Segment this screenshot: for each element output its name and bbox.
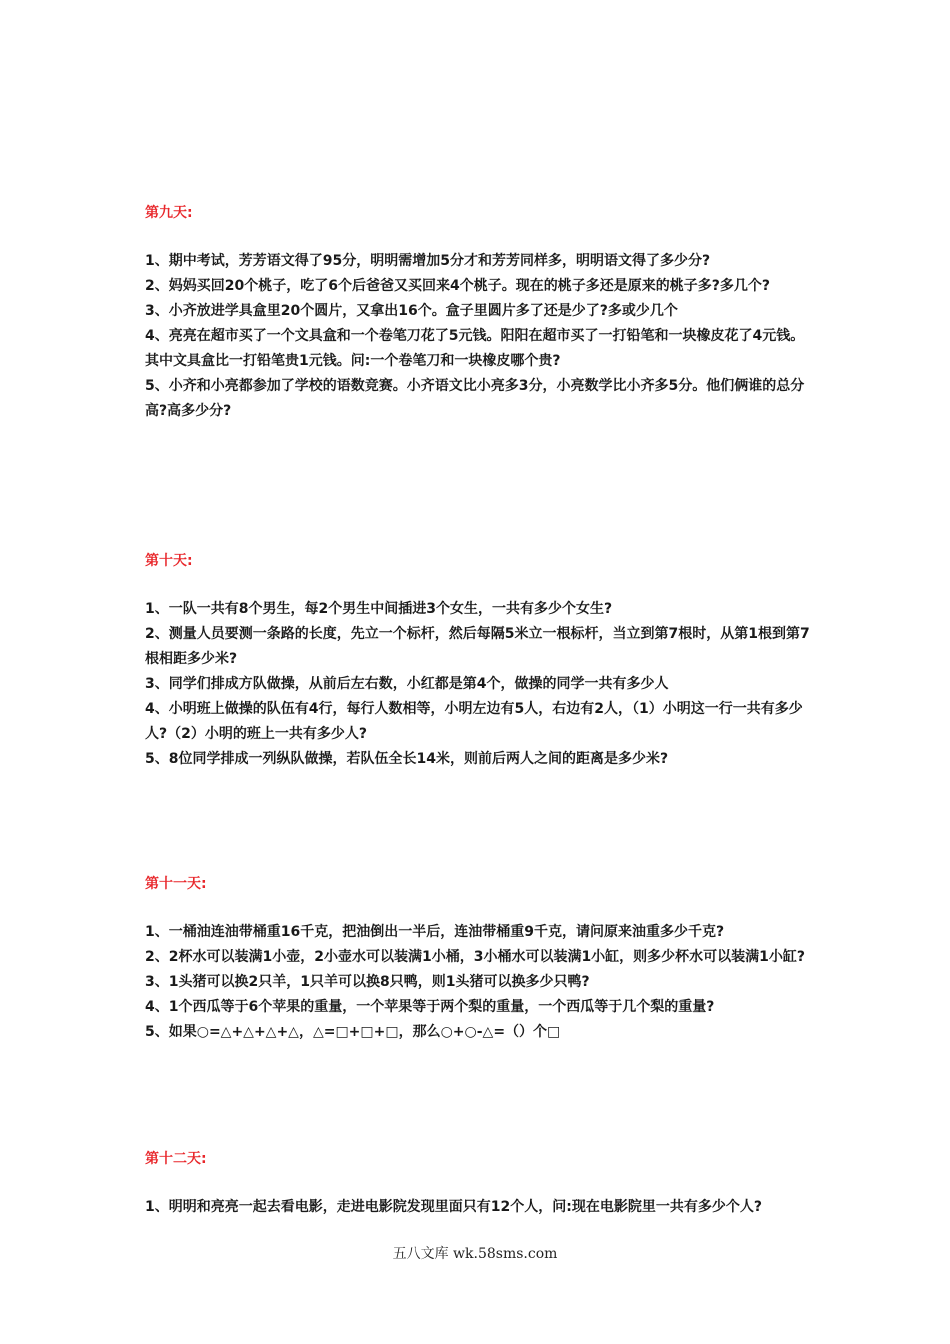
section-title: 第九天:: [145, 205, 193, 221]
question-item: 3、小齐放进学具盒里20个圆片，又拿出16个。盒子里圆片多了还是少了?多或少几个: [145, 303, 678, 319]
question-item: 5、如果○=△+△+△+△，△=□+□+□，那么○+○-△=（）个□: [145, 1024, 561, 1040]
section-title: 第十二天:: [145, 1151, 207, 1167]
question-item: 5、小齐和小亮都参加了学校的语数竞赛。小齐语文比小亮多3分，小亮数学比小齐多5分。他们俩谁的总分高?高多少分?: [145, 378, 805, 419]
question-item: 2、测量人员要测一条路的长度，先立一个标杆，然后每隔5米立一根标杆，当立到第7根时，从第1根到第7根相距多少米?: [145, 626, 810, 667]
section-day-10: [145, 551, 817, 772]
question-item: 4、小明班上做操的队伍有4行，每行人数相等，小明左边有5人，右边有2人，（1）小明这一行一共有多少人?（2）小明的班上一共有多少人?: [145, 701, 803, 742]
question-item: 2、妈妈买回20个桃子，吃了6个后爸爸又买回来4个桃子。现在的桃子多还是原来的桃子多?多几个?: [145, 278, 770, 294]
question-item: 1、期中考试，芳芳语文得了95分，明明需增加5分才和芳芳同样多，明明语文得了多少分?: [145, 253, 711, 269]
section-day-9: [145, 203, 817, 424]
section-day-12: [145, 1149, 817, 1220]
section-title: 第十天:: [145, 553, 193, 569]
question-item: 4、1个西瓜等于6个苹果的重量，一个苹果等于两个梨的重量，一个西瓜等于几个梨的重量?: [145, 999, 715, 1015]
section-title: 第十一天:: [145, 876, 207, 892]
question-item: 2、2杯水可以装满1小壶，2小壶水可以装满1小桶，3小桶水可以装满1小缸，则多少杯水可以装满1小缸?: [145, 949, 806, 965]
question-item: 1、一队一共有8个男生，每2个男生中间插进3个女生，一共有多少个女生?: [145, 601, 613, 617]
page-footer: 五八文库 wk.58sms.com: [392, 1246, 558, 1262]
question-item: 5、8位同学排成一列纵队做操，若队伍全长14米，则前后两人之间的距离是多少米?: [145, 751, 669, 767]
question-item: 3、同学们排成方队做操，从前后左右数，小红都是第4个，做操的同学一共有多少人: [145, 676, 669, 692]
question-item: 1、一桶油连油带桶重16千克，把油倒出一半后，连油带桶重9千克，请问原来油重多少千克?: [145, 924, 725, 940]
section-day-11: [145, 874, 817, 1045]
question-item: 4、亮亮在超市买了一个文具盒和一个卷笔刀花了5元钱。阳阳在超市买了一打铅笔和一块橡皮花了4元钱。其中文具盒比一打铅笔贵1元钱。问:一个卷笔刀和一块橡皮哪个贵?: [145, 328, 805, 369]
question-item: 3、1头猪可以换2只羊，1只羊可以换8只鸭，则1头猪可以换多少只鸭?: [145, 974, 590, 990]
question-item: 1、明明和亮亮一起去看电影，走进电影院发现里面只有12个人，问:现在电影院里一共有多少个人?: [145, 1199, 762, 1215]
